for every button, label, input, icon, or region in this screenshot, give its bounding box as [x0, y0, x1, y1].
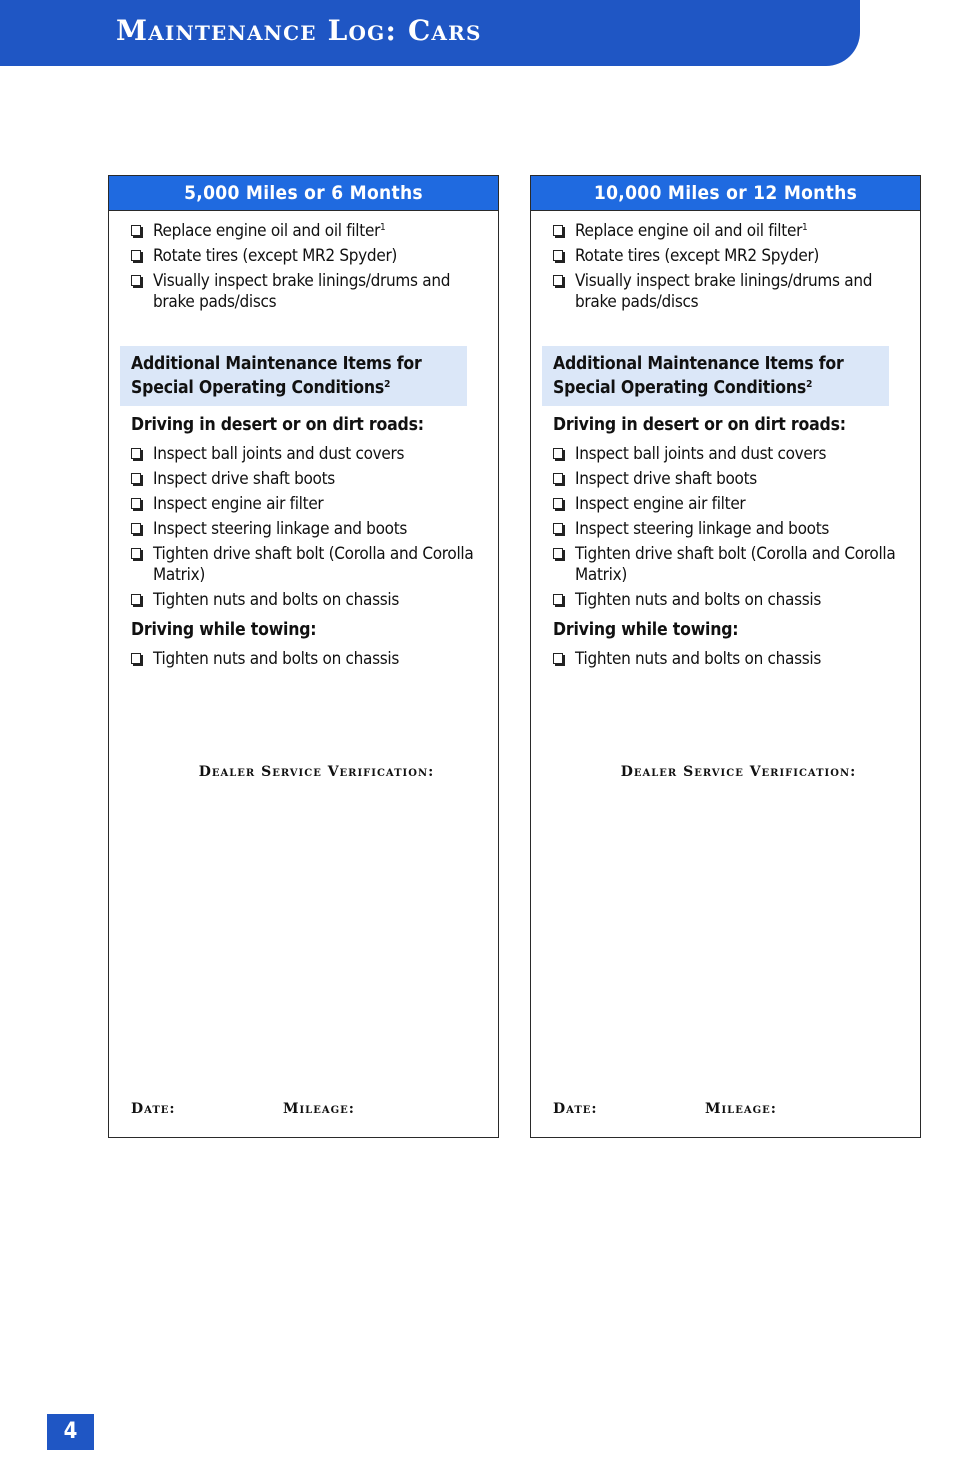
towing-heading: Driving while towing:: [131, 620, 317, 640]
desert-heading: Driving in desert or on dirt roads:: [553, 415, 846, 435]
list-item[interactable]: Tighten drive shaft bolt (Corolla and Corolla Matrix): [131, 544, 481, 586]
checkbox-icon[interactable]: [131, 225, 141, 236]
list-item[interactable]: Replace engine oil and oil filter$^1$: [553, 221, 903, 242]
checkbox-icon[interactable]: [131, 594, 141, 605]
list-item[interactable]: Visually inspect brake linings/drums and brake pads/discs: [553, 271, 903, 313]
page-title: Maintenance Log: Cars: [116, 14, 482, 47]
checkbox-icon[interactable]: [553, 473, 563, 484]
mileage-label: Mileage:: [283, 1101, 355, 1117]
dealer-verification-label: Dealer Service Verification:: [198, 764, 435, 780]
list-item[interactable]: Rotate tires (except MR2 Spyder): [131, 246, 481, 267]
towing-list: [553, 649, 903, 670]
desert-list: [553, 444, 903, 611]
list-item[interactable]: Rotate tires (except MR2 Spyder): [553, 246, 903, 267]
checkbox-icon[interactable]: [131, 548, 141, 559]
checkbox-icon[interactable]: [131, 250, 141, 261]
dealer-verification-label: Dealer Service Verification:: [620, 764, 857, 780]
maintenance-list: [131, 221, 481, 313]
checkbox-icon[interactable]: [131, 275, 141, 286]
list-item[interactable]: Inspect ball joints and dust covers: [131, 444, 481, 465]
special-conditions-heading: Additional Maintenance Items for Special Operating Conditions$^2$: [542, 346, 889, 406]
checkbox-icon[interactable]: [553, 250, 563, 261]
checkbox-icon[interactable]: [131, 523, 141, 534]
desert-heading: Driving in desert or on dirt roads:: [131, 415, 424, 435]
maintenance-list: [553, 221, 903, 313]
mileage-label: Mileage:: [705, 1101, 777, 1117]
list-item[interactable]: Tighten nuts and bolts on chassis: [131, 649, 481, 670]
list-item[interactable]: Inspect steering linkage and boots: [131, 519, 481, 540]
checkbox-icon[interactable]: [131, 448, 141, 459]
maintenance-card-5000: [108, 175, 499, 1138]
checkbox-icon[interactable]: [553, 448, 563, 459]
list-item[interactable]: Inspect ball joints and dust covers: [553, 444, 903, 465]
maintenance-card-10000: [530, 175, 921, 1138]
checkbox-icon[interactable]: [131, 473, 141, 484]
checkbox-icon[interactable]: [553, 275, 563, 286]
list-item[interactable]: Tighten nuts and bolts on chassis: [553, 649, 903, 670]
checkbox-icon[interactable]: [131, 653, 141, 664]
towing-heading: Driving while towing:: [553, 620, 739, 640]
list-item[interactable]: Inspect drive shaft boots: [553, 469, 903, 490]
date-label: Date:: [131, 1101, 176, 1117]
towing-list: [131, 649, 481, 670]
list-item[interactable]: Tighten nuts and bolts on chassis: [553, 590, 903, 611]
checkbox-icon[interactable]: [553, 225, 563, 236]
special-conditions-heading: Additional Maintenance Items for Special Operating Conditions$^2$: [120, 346, 467, 406]
desert-list: [131, 444, 481, 611]
page-number: 4: [47, 1414, 94, 1450]
checkbox-icon[interactable]: [553, 498, 563, 509]
page-header: [0, 0, 860, 66]
list-item[interactable]: Tighten nuts and bolts on chassis: [131, 590, 481, 611]
date-label: Date:: [553, 1101, 598, 1117]
list-item[interactable]: Inspect engine air filter: [553, 494, 903, 515]
list-item[interactable]: Inspect steering linkage and boots: [553, 519, 903, 540]
list-item[interactable]: Visually inspect brake linings/drums and brake pads/discs: [131, 271, 481, 313]
card-title: 10,000 Miles or 12 Months: [531, 176, 920, 211]
card-title: 5,000 Miles or 6 Months: [109, 176, 498, 211]
checkbox-icon[interactable]: [553, 653, 563, 664]
checkbox-icon[interactable]: [553, 548, 563, 559]
list-item[interactable]: Inspect engine air filter: [131, 494, 481, 515]
list-item[interactable]: Tighten drive shaft bolt (Corolla and Corolla Matrix): [553, 544, 903, 586]
checkbox-icon[interactable]: [131, 498, 141, 509]
checkbox-icon[interactable]: [553, 594, 563, 605]
checkbox-icon[interactable]: [553, 523, 563, 534]
list-item[interactable]: Replace engine oil and oil filter$^1$: [131, 221, 481, 242]
list-item[interactable]: Inspect drive shaft boots: [131, 469, 481, 490]
